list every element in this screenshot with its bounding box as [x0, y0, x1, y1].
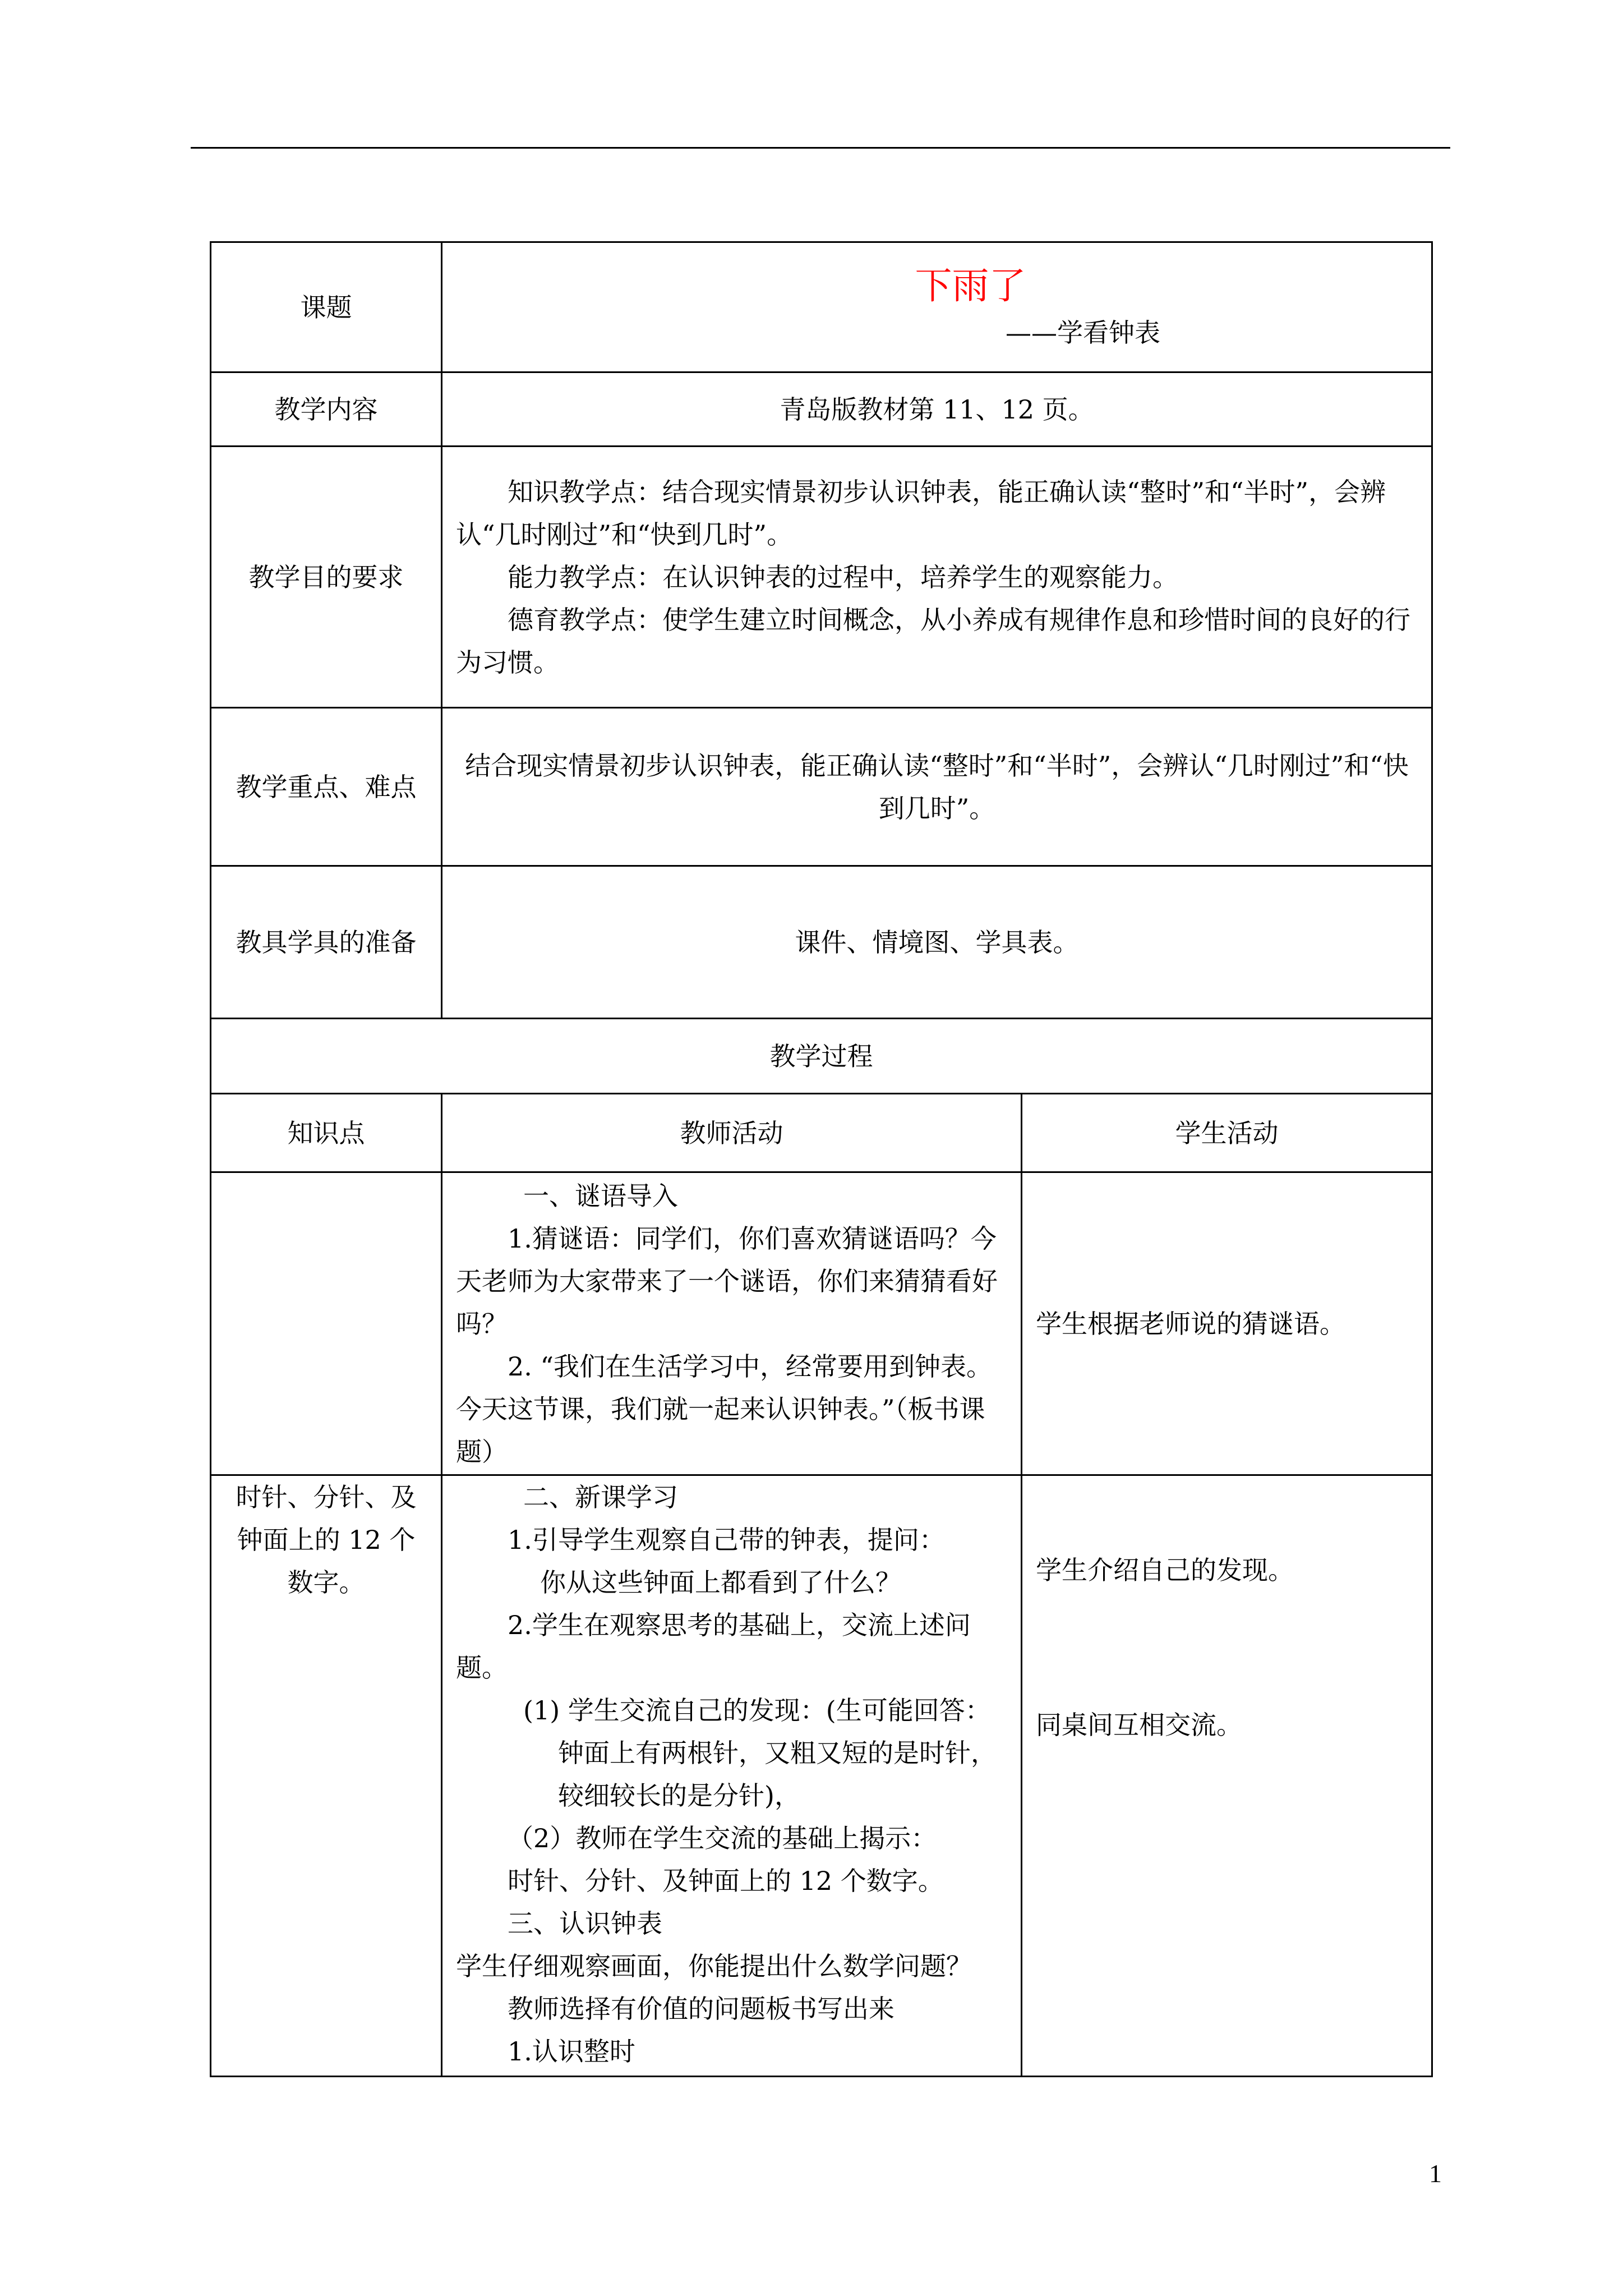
lesson-subtitle: ——学看钟表 — [1006, 317, 1160, 348]
student-cell-1: 学生根据老师说的猜谜语。 — [1022, 1172, 1432, 1475]
tools-value: 课件、情境图、学具表。 — [442, 866, 1432, 1019]
topic-row — [211, 242, 1432, 372]
topic-cell — [442, 242, 1432, 372]
student-line: 同桌间互相交流。 — [1036, 1710, 1242, 1740]
goal-knowledge: 知识教学点：结合现实情景初步认识钟表，能正确认读“整时”和“半时”，会辨认“几时刚过”和“快到几时”。 — [456, 476, 1386, 550]
teacher-line: 时针、分针、及钟面上的 12 个数字。 — [508, 1866, 944, 1896]
tools-label: 教具学具的准备 — [211, 866, 442, 1019]
lesson-plan-table — [210, 241, 1433, 2077]
lesson-title: 下雨了 — [915, 264, 1026, 307]
student-cell-2 — [1022, 1475, 1432, 2077]
teacher-line: 2.学生在观察思考的基础上，交流上述问题。 — [456, 1610, 971, 1683]
teacher-cell-1 — [442, 1172, 1022, 1475]
process-columns-row — [211, 1094, 1432, 1172]
teacher-line: 三、认识钟表 — [508, 1908, 662, 1939]
teacher-line: 一、谜语导入 — [523, 1180, 678, 1211]
teacher-line: 二、新课学习 — [523, 1482, 678, 1512]
column-teacher: 教师活动 — [442, 1094, 1022, 1172]
goals-label: 教学目的要求 — [211, 447, 442, 708]
process-row-2 — [211, 1475, 1432, 2077]
column-student: 学生活动 — [1022, 1094, 1432, 1172]
header-rule — [191, 147, 1450, 149]
tools-row — [211, 866, 1432, 1019]
teacher-line: （2）教师在学生交流的基础上揭示： — [508, 1823, 937, 1853]
goal-ability: 能力教学点：在认识钟表的过程中，培养学生的观察能力。 — [508, 562, 1178, 592]
topic-label: 课题 — [211, 242, 442, 372]
content-value: 青岛版教材第 11、12 页。 — [442, 372, 1432, 447]
teacher-cell-2 — [442, 1475, 1022, 2077]
teacher-line: 2. “我们在生活学习中，经常要用到钟表。今天这节课，我们就一起来认识钟表。”（板书课题） — [456, 1351, 993, 1467]
content-label: 教学内容 — [211, 372, 442, 447]
teacher-line: 1.引导学生观察自己带的钟表，提问： — [508, 1525, 945, 1555]
page-number: 1 — [1429, 2159, 1442, 2188]
teacher-line: 1.猜谜语：同学们，你们喜欢猜谜语吗？今天老师为大家带来了一个谜语，你们来猜猜看好吗？ — [456, 1223, 998, 1339]
content-row — [211, 372, 1432, 447]
teacher-line: 1.认识整时 — [508, 2036, 635, 2067]
key-points-value: 结合现实情景初步认识钟表，能正确认读“整时”和“半时”，会辨认“几时刚过”和“快到几时”。 — [442, 708, 1432, 866]
student-line: 学生介绍自己的发现。 — [1036, 1555, 1294, 1585]
goals-row — [211, 447, 1432, 708]
teacher-line: (1) 学生交流自己的发现：(生可能回答：钟面上有两根针，又粗又短的是时针，较细较长的是分针)， — [523, 1695, 997, 1811]
teacher-line: 你从这些钟面上都看到了什么？ — [540, 1567, 901, 1598]
knowledge-cell-1 — [211, 1172, 442, 1475]
goal-moral: 德育教学点：使学生建立时间概念，从小养成有规律作息和珍惜时间的良好的行为习惯。 — [456, 604, 1410, 678]
process-heading: 教学过程 — [211, 1019, 1432, 1094]
knowledge-cell-2: 时针、分针、及钟面上的 12 个数字。 — [211, 1475, 442, 2077]
process-heading-row — [211, 1019, 1432, 1094]
column-knowledge: 知识点 — [211, 1094, 442, 1172]
key-points-row — [211, 708, 1432, 866]
teacher-line: 教师选择有价值的问题板书写出来 — [508, 1994, 895, 2024]
teacher-line: 学生仔细观察画面，你能提出什么数学问题？ — [456, 1951, 972, 1981]
process-row-1 — [211, 1172, 1432, 1475]
goals-cell — [442, 447, 1432, 708]
key-points-label: 教学重点、难点 — [211, 708, 442, 866]
